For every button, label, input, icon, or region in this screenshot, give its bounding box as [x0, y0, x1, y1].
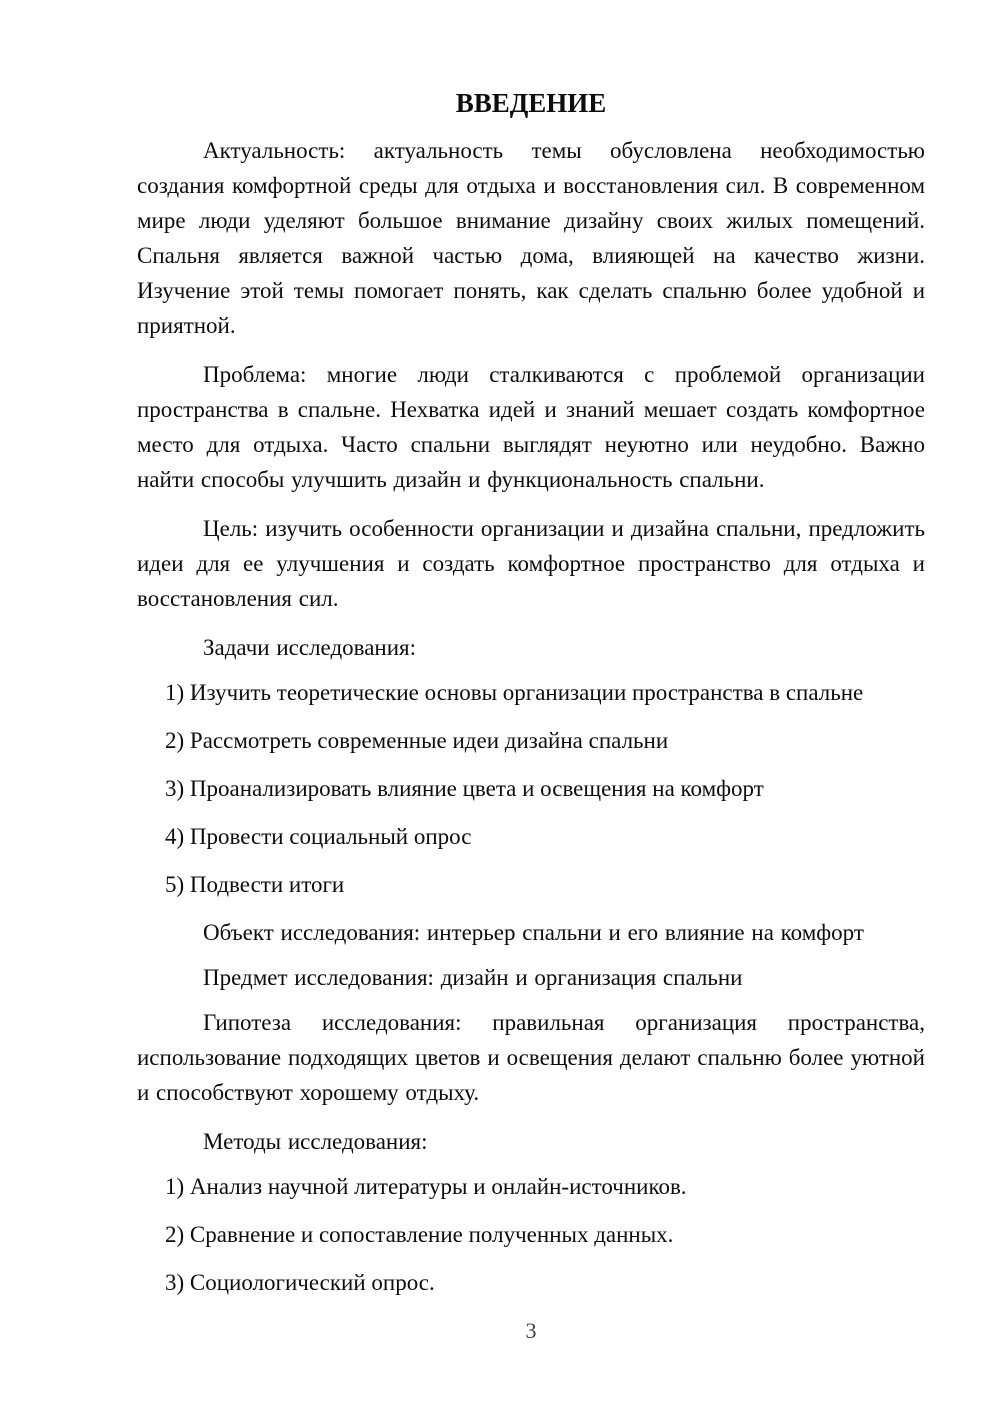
paragraph-problem: Проблема: многие люди сталкиваются с проблемой организации пространства в спальне. Нехватка идей и знаний мешает создать комфортное место для отдыха. Часто спальни выглядят неуютно или неудобно. Важно найти способы улучшить дизайн и функциональность спальни. [137, 362, 925, 492]
method-item-3: 3) Социологический опрос. [165, 1270, 435, 1295]
paragraph-hypothesis: Гипотеза исследования: правильная организация пространства, использование подходящих цветов и освещения делают спальню более уютной и способствуют хорошему отдыху. [137, 1010, 925, 1105]
page-title: ВВЕДЕНИЕ [455, 88, 607, 118]
tasks-heading: Задачи исследования: [203, 635, 417, 660]
paragraph-goal: Цель: изучить особенности организации и дизайна спальни, предложить идеи для ее улучшения и создать комфортное пространство для отдыха и восстановления сил. [137, 516, 925, 611]
task-item-5: 5) Подвести итоги [165, 872, 345, 897]
task-item-1: 1) Изучить теоретические основы организации пространства в спальне [165, 680, 864, 705]
methods-heading: Методы исследования: [203, 1129, 428, 1154]
task-item-2: 2) Рассмотреть современные идеи дизайна спальни [165, 728, 669, 753]
method-item-2: 2) Сравнение и сопоставление полученных данных. [165, 1222, 674, 1247]
task-item-3: 3) Проанализировать влияние цвета и освещения на комфорт [165, 776, 764, 801]
paragraph-subject: Предмет исследования: дизайн и организация спальни [203, 965, 743, 990]
method-item-1: 1) Анализ научной литературы и онлайн-источников. [165, 1174, 687, 1199]
page-number: 3 [525, 1318, 537, 1343]
paragraph-relevance: Актуальность: актуальность темы обусловлена необходимостью создания комфортной среды для отдыха и восстановления сил. В современном мире люди уделяют большое внимание дизайну своих жилых помещений. Спальня является важной частью дома, влияющей на качество жизни. Изучение этой темы помогает понять, как сделать спальню более удобной и приятной. [137, 138, 925, 338]
paragraph-object: Объект исследования: интерьер спальни и его влияние на комфорт [203, 920, 864, 945]
task-item-4: 4) Провести социальный опрос [165, 824, 472, 849]
